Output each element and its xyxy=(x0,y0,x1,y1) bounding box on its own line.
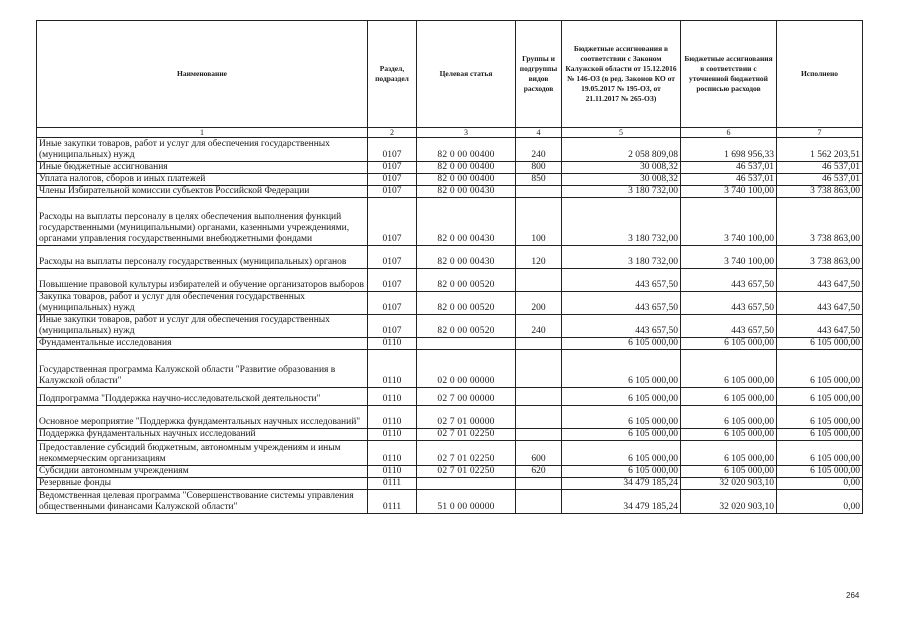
table-cell-spec-amount: 1 698 956,33 xyxy=(681,138,777,162)
table-body xyxy=(37,138,863,514)
table-cell-target: 82 0 00 00400 xyxy=(417,174,516,186)
table-row xyxy=(37,162,863,174)
table-cell-spec-amount: 6 105 000,00 xyxy=(681,441,777,466)
header-section: Раздел, подраздел xyxy=(368,21,417,128)
page-number: 264 xyxy=(846,591,860,600)
table-cell-target: 02 0 00 00000 xyxy=(417,350,516,388)
table-cell-name: Уплата налогов, сборов и иных платежей xyxy=(37,174,368,186)
table-cell-spec-amount: 443 657,50 xyxy=(681,292,777,315)
column-number-row xyxy=(37,128,863,138)
header-group: Группы и подгруппы видов расходов xyxy=(516,21,562,128)
header-assign-law: Бюджетные ассигнования в соответствии с Законом Калужской области от 15.12.2016 № 146-ОЗ (в ред. Законов КО от 19.05.2017 № 195-ОЗ, от 21.11.2017 № 265-ОЗ) xyxy=(562,21,681,128)
table-cell-executed-amount: 6 105 000,00 xyxy=(777,350,863,388)
table-cell-executed-amount: 46 537,01 xyxy=(777,174,863,186)
table-cell-spec-amount: 6 105 000,00 xyxy=(681,388,777,406)
table-cell-executed-amount: 6 105 000,00 xyxy=(777,388,863,406)
table-cell-group: 240 xyxy=(516,315,562,338)
header-target: Целевая статья xyxy=(417,21,516,128)
table-cell-group xyxy=(516,186,562,198)
table-cell-group xyxy=(516,350,562,388)
table-cell-law-amount: 34 479 185,24 xyxy=(562,490,681,514)
budget-sheet xyxy=(36,20,862,514)
header-name: Наименование xyxy=(37,21,368,128)
table-row xyxy=(37,490,863,514)
table-cell-target: 82 0 00 00430 xyxy=(417,186,516,198)
table-row xyxy=(37,441,863,466)
table-cell-name: Закупка товаров, работ и услуг для обеспечения государственных (муниципальных) нужд xyxy=(37,292,368,315)
table-cell-target: 02 7 01 02250 xyxy=(417,429,516,441)
table-cell-law-amount: 30 008,32 xyxy=(562,162,681,174)
table-cell-executed-amount: 6 105 000,00 xyxy=(777,466,863,478)
table-cell-group: 620 xyxy=(516,466,562,478)
table-cell-section: 0110 xyxy=(368,406,417,429)
table-cell-group: 240 xyxy=(516,138,562,162)
table-cell-law-amount: 34 479 185,24 xyxy=(562,478,681,490)
column-number: 6 xyxy=(681,128,777,138)
table-cell-section: 0110 xyxy=(368,338,417,350)
table-cell-executed-amount: 443 647,50 xyxy=(777,315,863,338)
table-cell-executed-amount: 443 647,50 xyxy=(777,269,863,292)
table-cell-section: 0107 xyxy=(368,269,417,292)
table-cell-section: 0107 xyxy=(368,186,417,198)
table-cell-group xyxy=(516,429,562,441)
table-cell-name: Члены Избирательной комиссии субъектов Российской Федерации xyxy=(37,186,368,198)
table-cell-spec-amount: 443 657,50 xyxy=(681,269,777,292)
table-cell-spec-amount: 6 105 000,00 xyxy=(681,338,777,350)
table-cell-group xyxy=(516,269,562,292)
table-row xyxy=(37,338,863,350)
table-cell-target: 82 0 00 00400 xyxy=(417,138,516,162)
table-cell-section: 0111 xyxy=(368,490,417,514)
table-cell-executed-amount: 3 738 863,00 xyxy=(777,198,863,246)
table-cell-law-amount: 30 008,32 xyxy=(562,174,681,186)
table-cell-group xyxy=(516,406,562,429)
table-cell-law-amount: 6 105 000,00 xyxy=(562,406,681,429)
table-cell-law-amount: 6 105 000,00 xyxy=(562,388,681,406)
table-cell-target: 82 0 00 00520 xyxy=(417,315,516,338)
column-number: 5 xyxy=(562,128,681,138)
table-cell-target: 82 0 00 00430 xyxy=(417,198,516,246)
table-cell-name: Повышение правовой культуры избирателей и обучение организаторов выборов xyxy=(37,269,368,292)
table-cell-name: Поддержка фундаментальных научных исследований xyxy=(37,429,368,441)
table-cell-group xyxy=(516,490,562,514)
table-cell-target: 82 0 00 00430 xyxy=(417,246,516,269)
table-cell-law-amount: 2 058 809,08 xyxy=(562,138,681,162)
table-row xyxy=(37,246,863,269)
table-header-row xyxy=(37,21,863,128)
table-cell-executed-amount: 6 105 000,00 xyxy=(777,406,863,429)
table-cell-section: 0107 xyxy=(368,246,417,269)
table-cell-name: Резервные фонды xyxy=(37,478,368,490)
header-executed: Исполнено xyxy=(777,21,863,128)
table-cell-group: 800 xyxy=(516,162,562,174)
table-cell-target: 02 7 01 00000 xyxy=(417,406,516,429)
header-assign-spec: Бюджетные ассигнования в соответствии с уточненной бюджетной росписью расходов xyxy=(681,21,777,128)
table-cell-group: 100 xyxy=(516,198,562,246)
table-cell-section: 0107 xyxy=(368,138,417,162)
table-row xyxy=(37,478,863,490)
table-cell-law-amount: 6 105 000,00 xyxy=(562,441,681,466)
table-row xyxy=(37,198,863,246)
table-cell-executed-amount: 46 537,01 xyxy=(777,162,863,174)
table-cell-section: 0107 xyxy=(368,315,417,338)
table-cell-name: Иные закупки товаров, работ и услуг для обеспечения государственных (муниципальных) нужд xyxy=(37,315,368,338)
column-number: 1 xyxy=(37,128,368,138)
table-row xyxy=(37,174,863,186)
table-cell-name: Субсидии автономным учреждениям xyxy=(37,466,368,478)
table-cell-spec-amount: 6 105 000,00 xyxy=(681,406,777,429)
table-cell-group: 200 xyxy=(516,292,562,315)
table-row xyxy=(37,292,863,315)
table-row xyxy=(37,138,863,162)
table-cell-name: Иные бюджетные ассигнования xyxy=(37,162,368,174)
table-cell-target: 82 0 00 00520 xyxy=(417,269,516,292)
table-row xyxy=(37,269,863,292)
table-row xyxy=(37,186,863,198)
table-cell-spec-amount: 6 105 000,00 xyxy=(681,429,777,441)
table-cell-group xyxy=(516,338,562,350)
table-cell-name: Государственная программа Калужской области "Развитие образования в Калужской области" xyxy=(37,350,368,388)
table-cell-section: 0110 xyxy=(368,429,417,441)
table-cell-section: 0110 xyxy=(368,441,417,466)
table-cell-name: Фундаментальные исследования xyxy=(37,338,368,350)
table-cell-spec-amount: 443 657,50 xyxy=(681,315,777,338)
table-cell-executed-amount: 1 562 203,51 xyxy=(777,138,863,162)
table-cell-name: Расходы на выплаты персоналу в целях обеспечения выполнения функций государственными (муниципальными) органами, казенными учреждениями, органами управления государственными внебюджетными фондами xyxy=(37,198,368,246)
table-cell-group: 850 xyxy=(516,174,562,186)
table-cell-spec-amount: 46 537,01 xyxy=(681,174,777,186)
table-cell-law-amount: 3 180 732,00 xyxy=(562,186,681,198)
table-cell-spec-amount: 3 740 100,00 xyxy=(681,246,777,269)
table-cell-section: 0107 xyxy=(368,162,417,174)
table-cell-group: 120 xyxy=(516,246,562,269)
table-cell-spec-amount: 32 020 903,10 xyxy=(681,478,777,490)
table-cell-executed-amount: 0,00 xyxy=(777,478,863,490)
table-cell-spec-amount: 3 740 100,00 xyxy=(681,198,777,246)
table-cell-spec-amount: 6 105 000,00 xyxy=(681,350,777,388)
budget-table xyxy=(36,20,863,514)
table-cell-name: Ведомственная целевая программа "Совершенствование системы управления общественными финансами Калужской области" xyxy=(37,490,368,514)
table-cell-group xyxy=(516,388,562,406)
table-cell-executed-amount: 0,00 xyxy=(777,490,863,514)
table-cell-section: 0111 xyxy=(368,478,417,490)
table-cell-executed-amount: 3 738 863,00 xyxy=(777,186,863,198)
table-cell-law-amount: 3 180 732,00 xyxy=(562,198,681,246)
table-cell-spec-amount: 6 105 000,00 xyxy=(681,466,777,478)
table-cell-target xyxy=(417,338,516,350)
table-cell-law-amount: 3 180 732,00 xyxy=(562,246,681,269)
table-cell-spec-amount: 3 740 100,00 xyxy=(681,186,777,198)
table-cell-target: 51 0 00 00000 xyxy=(417,490,516,514)
table-cell-name: Расходы на выплаты персоналу государственных (муниципальных) органов xyxy=(37,246,368,269)
table-row xyxy=(37,406,863,429)
table-row xyxy=(37,350,863,388)
table-cell-executed-amount: 6 105 000,00 xyxy=(777,441,863,466)
table-cell-law-amount: 6 105 000,00 xyxy=(562,338,681,350)
table-cell-spec-amount: 32 020 903,10 xyxy=(681,490,777,514)
table-cell-target xyxy=(417,478,516,490)
table-cell-law-amount: 6 105 000,00 xyxy=(562,466,681,478)
table-cell-law-amount: 6 105 000,00 xyxy=(562,429,681,441)
table-cell-executed-amount: 6 105 000,00 xyxy=(777,429,863,441)
table-cell-section: 0110 xyxy=(368,350,417,388)
table-cell-section: 0110 xyxy=(368,388,417,406)
table-cell-target: 82 0 00 00520 xyxy=(417,292,516,315)
table-cell-section: 0107 xyxy=(368,174,417,186)
table-row xyxy=(37,315,863,338)
table-cell-law-amount: 443 657,50 xyxy=(562,269,681,292)
table-cell-law-amount: 443 657,50 xyxy=(562,292,681,315)
column-number: 4 xyxy=(516,128,562,138)
table-cell-section: 0107 xyxy=(368,198,417,246)
table-cell-name: Предоставление субсидий бюджетным, автономным учреждениям и иным некоммерческим организациям xyxy=(37,441,368,466)
table-cell-name: Подпрограмма "Поддержка научно-исследовательской деятельности" xyxy=(37,388,368,406)
table-cell-name: Иные закупки товаров, работ и услуг для обеспечения государственных (муниципальных) нужд xyxy=(37,138,368,162)
table-cell-spec-amount: 46 537,01 xyxy=(681,162,777,174)
table-cell-law-amount: 6 105 000,00 xyxy=(562,350,681,388)
table-cell-target: 82 0 00 00400 xyxy=(417,162,516,174)
table-cell-group xyxy=(516,478,562,490)
column-number: 2 xyxy=(368,128,417,138)
table-row xyxy=(37,388,863,406)
table-row xyxy=(37,466,863,478)
table-cell-name: Основное мероприятие "Поддержка фундаментальных научных исследований" xyxy=(37,406,368,429)
column-number: 3 xyxy=(417,128,516,138)
table-cell-group: 600 xyxy=(516,441,562,466)
table-cell-section: 0107 xyxy=(368,292,417,315)
column-number: 7 xyxy=(777,128,863,138)
table-cell-target: 02 7 00 00000 xyxy=(417,388,516,406)
table-cell-executed-amount: 443 647,50 xyxy=(777,292,863,315)
table-cell-target: 02 7 01 02250 xyxy=(417,466,516,478)
table-row xyxy=(37,429,863,441)
table-cell-target: 02 7 01 02250 xyxy=(417,441,516,466)
table-cell-law-amount: 443 657,50 xyxy=(562,315,681,338)
table-cell-section: 0110 xyxy=(368,466,417,478)
table-cell-executed-amount: 6 105 000,00 xyxy=(777,338,863,350)
table-cell-executed-amount: 3 738 863,00 xyxy=(777,246,863,269)
